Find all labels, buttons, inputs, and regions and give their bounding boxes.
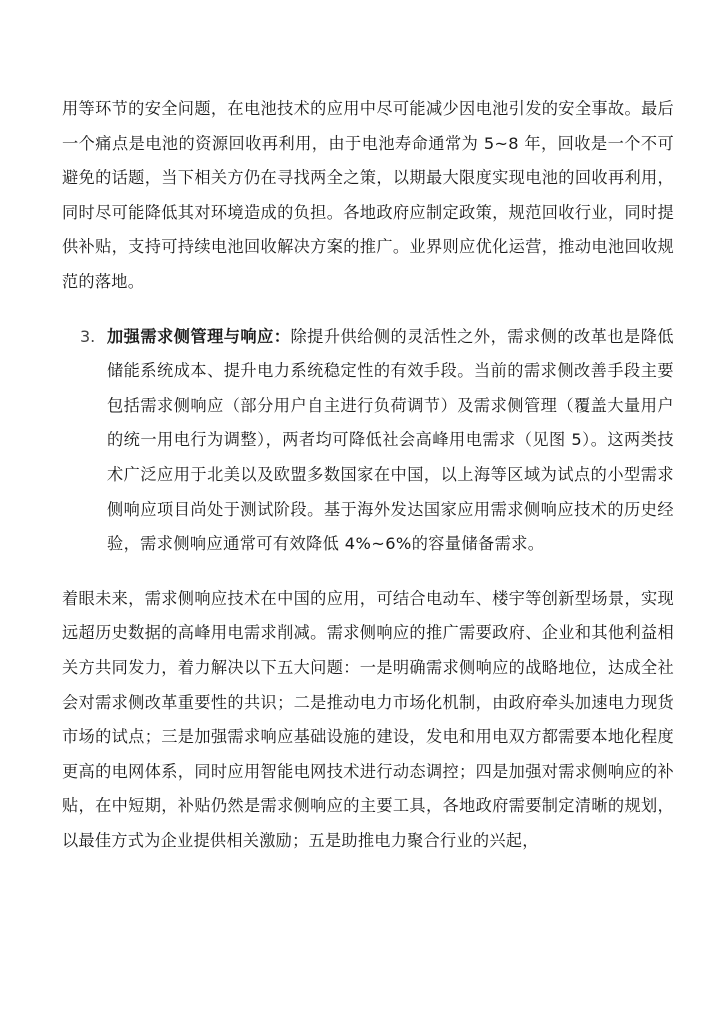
- paragraph-demand-response-outlook: 着眼未来，需求侧响应技术在中国的应用，可结合电动车、楼宇等创新型场景，实现远超历史数据的高峰用电需求削减。需求侧响应的推广需要政府、企业和其他利益相关方共同发力，着力解决以下五大问题：一是明确需求侧响应的战略地位，达成全社会对需求侧改革重要性的共识；二是推动电力市场化机制，由政府牵头加速电力现货市场的试点；三是加强需求响应基础设施的建设，发电和用电双方都需要本地化程度更高的电网体系，同时应用智能电网技术进行动态调控；四是加强对需求侧响应的补贴，在中短期，补贴仍然是需求侧响应的主要工具，各地政府需要制定清晰的规划，以最佳方式为企业提供相关激励；五是助推电力聚合行业的兴起，: [62, 588, 674, 850]
- list-item-demand-side: [62, 320, 674, 562]
- list-item-text: [107, 320, 674, 562]
- list-item-number: 3.: [80, 326, 96, 346]
- paragraph-battery-recycling: 用等环节的安全问题，在电池技术的应用中尽可能减少因电池引发的安全事故。最后一个痛点是电池的资源回收再利用，由于电池寿命通常为 5~8 年，回收是一个不可避免的话题，当下相关方仍在寻找两全之策，以期最大限度实现电池的回收再利用，同时尽可能降低其对环境造成的负担。各地政府应制定政策，规范回收行业，同时提供补贴，支持可持续电池回收解决方案的推广。业界则应优化运营，推动电池回收规范的落地。: [62, 99, 674, 291]
- list-item-body: 除提升供给侧的灵活性之外，需求侧的改革也是降低储能系统成本、提升电力系统稳定性的有效手段。当前的需求侧改善手段主要包括需求侧响应（部分用户自主进行负荷调节）及需求侧管理（覆盖大量用户的统一用电行为调整），两者均可降低社会高峰用电需求（见图 5）。这两类技术广泛应用于北美以及欧盟多数国家在中国，以上海等区域为试点的小型需求侧响应项目尚处于测试阶段。基于海外发达国家应用需求侧响应技术的历史经验，需求侧响应通常可有效降低 4%~6%的容量储备需求。: [107, 326, 674, 554]
- list-item-heading: 加强需求侧管理与响应：: [107, 326, 291, 346]
